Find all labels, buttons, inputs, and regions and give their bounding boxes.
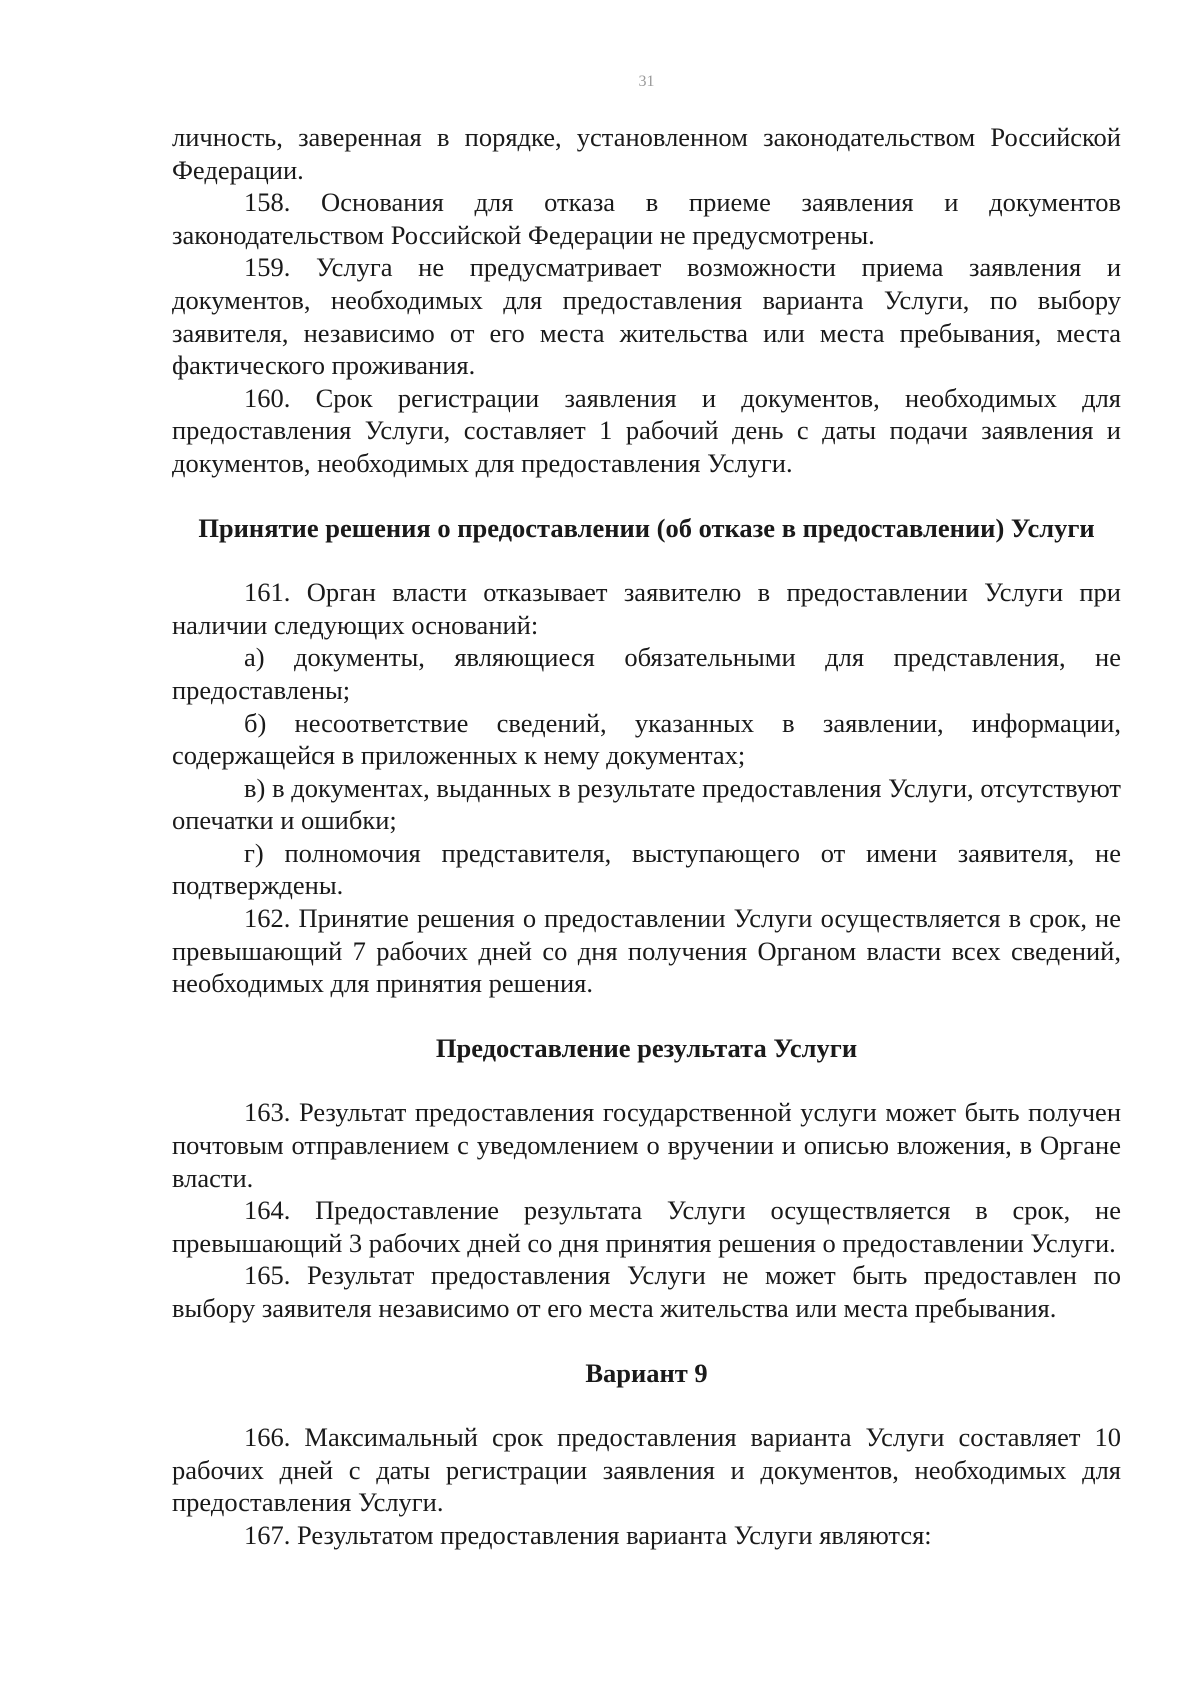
page-number: 31 (638, 73, 655, 90)
paragraph-159: 159. Услуга не предусматривает возможности приема заявления и документов, необходимых для предоставления варианта Услуги, по выбору заявителя, независимо от его места жительства или места пребывания, места фактического проживания. (172, 252, 1121, 381)
paragraph-163: 163. Результат предоставления государственной услуги может быть получен почтовым отправлением с уведомлением о вручении и описью вложения, в Органе власти. (172, 1097, 1121, 1193)
section-heading-decision: Принятие решения о предоставлении (об отказе в предоставлении) Услуги (198, 512, 1095, 543)
paragraph-158: 158. Основания для отказа в приеме заявления и документов законодательством Российской Федерации не предусмотрены. (172, 187, 1121, 250)
document-body (172, 121, 1121, 1552)
paragraph-164: 164. Предоставление результата Услуги осуществляется в срок, не превышающий 3 рабочих дней со дня принятия решения о предоставлении Услуги. (172, 1195, 1121, 1258)
list-item-v: в) в документах, выданных в результате предоставления Услуги, отсутствуют опечатки и ошибки; (172, 772, 1121, 836)
paragraph-167: 167. Результатом предоставления варианта Услуги являются: (244, 1519, 932, 1550)
section-heading-result: Предоставление результата Услуги (435, 1032, 858, 1063)
paragraph-161: 161. Орган власти отказывает заявителю в предоставлении Услуги при наличии следующих оснований: (172, 577, 1121, 640)
paragraph-continuation: личность, заверенная в порядке, установленном законодательством Российской Федерации. (172, 122, 1121, 185)
paragraph-160: 160. Срок регистрации заявления и документов, необходимых для предоставления Услуги, составляет 1 рабочий день с даты подачи заявления и документов, необходимых для предоставления Услуги. (172, 382, 1121, 478)
list-item-g: г) полномочия представителя, выступающего от имени заявителя, не подтверждены. (172, 837, 1121, 901)
paragraph-162: 162. Принятие решения о предоставлении Услуги осуществляется в срок, не превышающий 7 рабочих дней со дня получения Органом власти всех сведений, необходимых для принятия решения. (172, 903, 1121, 999)
paragraph-165: 165. Результат предоставления Услуги не может быть предоставлен по выбору заявителя независимо от его места жительства или места пребывания. (172, 1260, 1121, 1323)
section-heading-variant: Вариант 9 (585, 1357, 708, 1388)
list-item-b: б) несоответствие сведений, указанных в заявлении, информации, содержащейся в приложенных к нему документах; (172, 707, 1121, 771)
list-item-a: а) документы, являющиеся обязательными для представления, не предоставлены; (172, 642, 1121, 705)
paragraph-166: 166. Максимальный срок предоставления варианта Услуги составляет 10 рабочих дней с даты регистрации заявления и документов, необходимых для предоставления Услуги. (172, 1422, 1121, 1518)
